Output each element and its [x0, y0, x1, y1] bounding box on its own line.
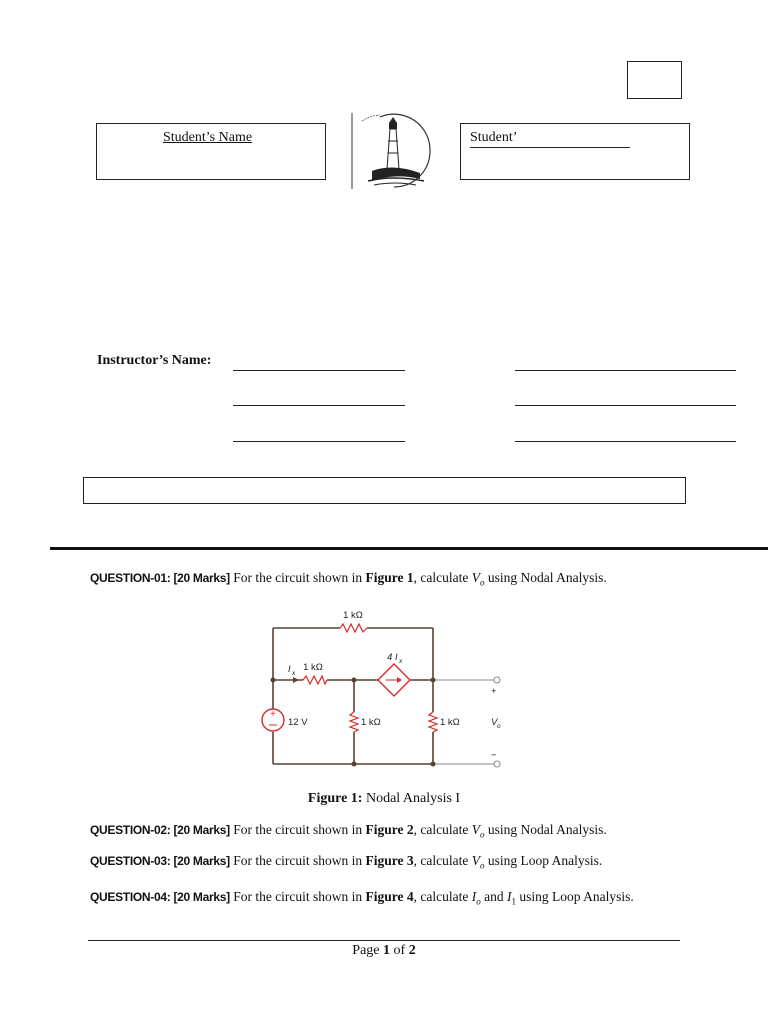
page-total: 2 [408, 943, 416, 958]
label-dep-sub: x [399, 658, 403, 665]
question-3-pre: For the circuit shown in [233, 853, 363, 868]
lighthouse-logo-icon [350, 111, 436, 191]
label-plus: + [491, 686, 497, 697]
question-3-var-sub: o [480, 860, 485, 871]
question-2-var-sub: o [480, 829, 485, 840]
figure-1-caption-bold: Figure 1: [307, 791, 363, 806]
footer-divider [88, 940, 680, 941]
resistor-mid [350, 712, 358, 732]
question-3-post: using Loop Analysis. [487, 853, 603, 868]
question-4-var-1-sub: o [476, 896, 481, 907]
section-divider [50, 547, 768, 550]
student-id-underline [470, 147, 630, 148]
figure-1-caption-text: Nodal Analysis I [365, 791, 461, 806]
label-r-top: 1 kΩ [343, 610, 363, 621]
question-4-figure-ref: Figure 4 [365, 889, 414, 904]
resistor-left [303, 676, 327, 684]
label-dep-var: I [395, 652, 398, 663]
question-2-post: using Nodal Analysis. [487, 822, 607, 837]
student-id-label: Student’ [470, 130, 518, 145]
label-vo-var: V [491, 717, 498, 728]
exam-code-box[interactable] [627, 61, 682, 99]
question-3-var: V [471, 853, 481, 868]
instructor-line-3[interactable] [233, 405, 405, 406]
question-2 [90, 820, 678, 845]
question-1 [90, 568, 678, 593]
question-1-mid: , calculate [413, 570, 469, 585]
instructor-line-5[interactable] [233, 441, 405, 442]
question-1-figure-ref: Figure 1 [365, 570, 414, 585]
question-3-head: QUESTION-03: [20 Marks] [90, 854, 230, 868]
question-1-var-sub: o [480, 577, 485, 588]
instructor-line-1[interactable] [233, 370, 405, 371]
label-r-mid: 1 kΩ [361, 717, 381, 728]
university-logo [350, 111, 436, 191]
question-3-mid: , calculate [413, 853, 469, 868]
student-name-box[interactable] [96, 123, 326, 180]
question-1-head: QUESTION-01: [20 Marks] [90, 571, 230, 585]
page-current: 1 [383, 943, 391, 958]
label-ix-var: I [288, 664, 291, 675]
question-2-pre: For the circuit shown in [233, 822, 363, 837]
question-4-and: and [484, 889, 504, 904]
voltage-source-icon [262, 709, 284, 731]
label-source: 12 V [288, 717, 308, 728]
page-mid: of [390, 943, 409, 958]
question-1-pre: For the circuit shown in [233, 570, 363, 585]
question-2-figure-ref: Figure 2 [365, 822, 414, 837]
instructor-label: Instructor’s Name: [97, 353, 212, 368]
question-4-post: using Loop Analysis. [519, 889, 634, 904]
resistor-top [340, 624, 367, 632]
question-4-var-2-sub: 1 [511, 896, 517, 907]
question-2-mid: , calculate [413, 822, 469, 837]
student-id-box[interactable] [460, 123, 690, 180]
question-3 [90, 851, 678, 876]
student-name-label: Student’s Name [163, 130, 253, 145]
question-3-figure-ref: Figure 3 [365, 853, 414, 868]
label-ix-sub: x [292, 670, 296, 677]
page-pre: Page [352, 943, 384, 958]
resistor-right [429, 712, 437, 732]
figure-1-caption [0, 791, 768, 807]
instructor-line-4[interactable] [515, 405, 736, 406]
question-4-head: QUESTION-04: [20 Marks] [90, 890, 230, 904]
label-vo-sub: o [497, 723, 501, 730]
wide-input-box[interactable] [83, 477, 686, 504]
question-4-mid: , calculate [413, 889, 469, 904]
instructor-line-6[interactable] [515, 441, 736, 442]
question-4 [90, 887, 678, 912]
question-2-head: QUESTION-02: [20 Marks] [90, 823, 230, 837]
resistor-zigzags [303, 624, 437, 732]
label-r-left: 1 kΩ [303, 662, 323, 673]
question-1-post: using Nodal Analysis. [487, 570, 607, 585]
label-minus: − [491, 750, 497, 761]
dependent-current-source-icon [378, 664, 410, 696]
circuit-wires [273, 628, 433, 764]
instructor-line-2[interactable] [515, 370, 736, 371]
current-arrow-icon [285, 677, 299, 683]
question-4-var-2: I [507, 889, 512, 904]
circuit-diagram [255, 604, 515, 776]
question-4-var-1: I [471, 889, 477, 904]
figure-1-circuit [255, 604, 515, 776]
question-2-var: V [471, 822, 481, 837]
svg-text:+: + [270, 709, 276, 720]
question-4-pre: For the circuit shown in [233, 889, 363, 904]
page-number [0, 943, 768, 959]
label-dep-coef: 4 [387, 652, 393, 663]
label-r-right: 1 kΩ [440, 717, 460, 728]
question-1-var: V [471, 570, 481, 585]
